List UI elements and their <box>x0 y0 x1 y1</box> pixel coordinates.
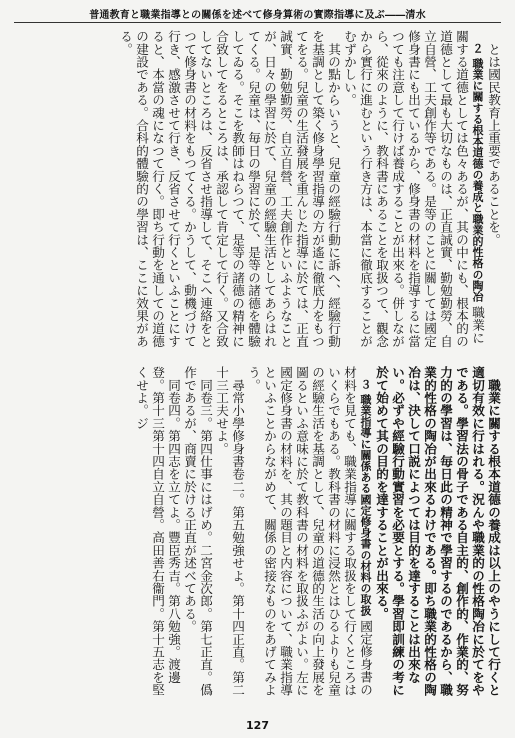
page-number: 127 <box>246 719 269 732</box>
paragraph <box>117 30 341 348</box>
paragraph-text: 同卷三。第四仕事にはげめ。二宮金次郎。第七正直。僞作であるが、商賣に於ける正直が述べてある。 <box>182 366 213 697</box>
section-number: ３ <box>359 378 372 390</box>
textbook-list-item <box>133 366 181 706</box>
section-heading: 職業指導に關係ある國定修身書の材料の取扱 <box>359 389 372 620</box>
textbook-list-item <box>181 366 213 706</box>
section-paragraph <box>245 366 373 706</box>
paragraph-text: とは國民教育上重要であることを。 <box>486 42 501 246</box>
paragraph-text: 國定修身書の材料を見ても、職業指導に關する取扱をして行くところはいくらでもある。教科書の材料に浸然とはひるよりも兒童の經驗生活を基調として、兒童の道德的生活の向上發展を圖るといふ意味に於て教科書の材料を取扱ふがよい。左に國定修身書の材料を、其の題目と内容について、職業指導といふことからながめて、關係の密接なものをあげてみよう。 <box>246 366 373 697</box>
textbook-list-item <box>213 366 245 706</box>
section-paragraph <box>341 30 485 348</box>
paragraph-text: 其の點からいうと、兒童の經驗行動に訴へ、經驗行動を基調として築く修身學習指導の方が遙に徹底力をもつてをる。兒童の生活發展を重んじた指導に於ては、正直誠實、勤勉勤勞、自立自營、工夫創作といふようなことが、日々の學習に於て、兒童の經驗生活としてあらはれてくる。兒童は、毎日の學習に於て、是等の諸德を體驗してゐる。そこを教師はねらつて、是等の諸德の精神に合致してをるところは、承認して肯定して行く。又合致してないところは、反省させ指導して、そこへ連絡をとつて修身書の材料をもつてくる。かうして、動機づけて行き、感激させて行き、反省させて行くといふことにすると、本當の魂になつて行く。即ち行動を通しての道德の建設である。合科的體驗的の學習は、ここに效果がある。 <box>118 30 341 348</box>
top-text-block <box>14 30 501 348</box>
paragraph <box>485 30 501 348</box>
paragraph-text: 同卷四。第四志を立てよ。豐臣秀吉。第八勉強。渡邊登。第十三第十四自立自營。高田善右衞門。第十五志を堅くせよ。ジ <box>134 366 181 697</box>
section-number: ２ <box>471 42 484 54</box>
paragraph-text: 職業に關する根本道德の養成は以上のやうにして行くと適切有效に行はれる。況んや職業的の性格陶冶に於てをやである。學習法の骨子である自主的、創作的、作業的、努力的の學習は、毎日此の精神で學習するのであるから、職業的性格の陶冶が出來るわけである。即ち職業的性格の陶冶は、決して口説によつては目的を達することは出來ない。必ずや經驗行動實習を必要とする。學習即訓練の考に於て始めて其の目的を達することが出來る。 <box>374 366 501 697</box>
bottom-text-block <box>14 366 501 706</box>
paragraph <box>373 366 501 706</box>
paragraph-text: 職業に關する道德としては色々あるが、其の中にも、根本的の道德として最も大切なものは、正直誠實、勤勉勤勞、自立自營、工夫創作等である。是等のことに關しては國定修身書にも出ているから、修身書の材料を指導するに當つても注意して行けば養成することが出來る。併しながら、從來のように、教科書にあることを取扱つて、觀念から實行に進むという行き方は、本當に徹底することがむずかしい。 <box>342 30 485 348</box>
running-header: 普通教育と職業指導との關係を述べて修身算術の實際指導に及ぶ――清水 <box>89 10 426 21</box>
section-heading: 職業に關する根本道德の養成と職業的性格の陶冶 <box>471 53 484 306</box>
paragraph-text: 尋常小學修身書卷二。第五勉強せよ。第十四正直。第二十三工夫せよ。 <box>214 366 245 697</box>
header-rule <box>14 22 501 23</box>
